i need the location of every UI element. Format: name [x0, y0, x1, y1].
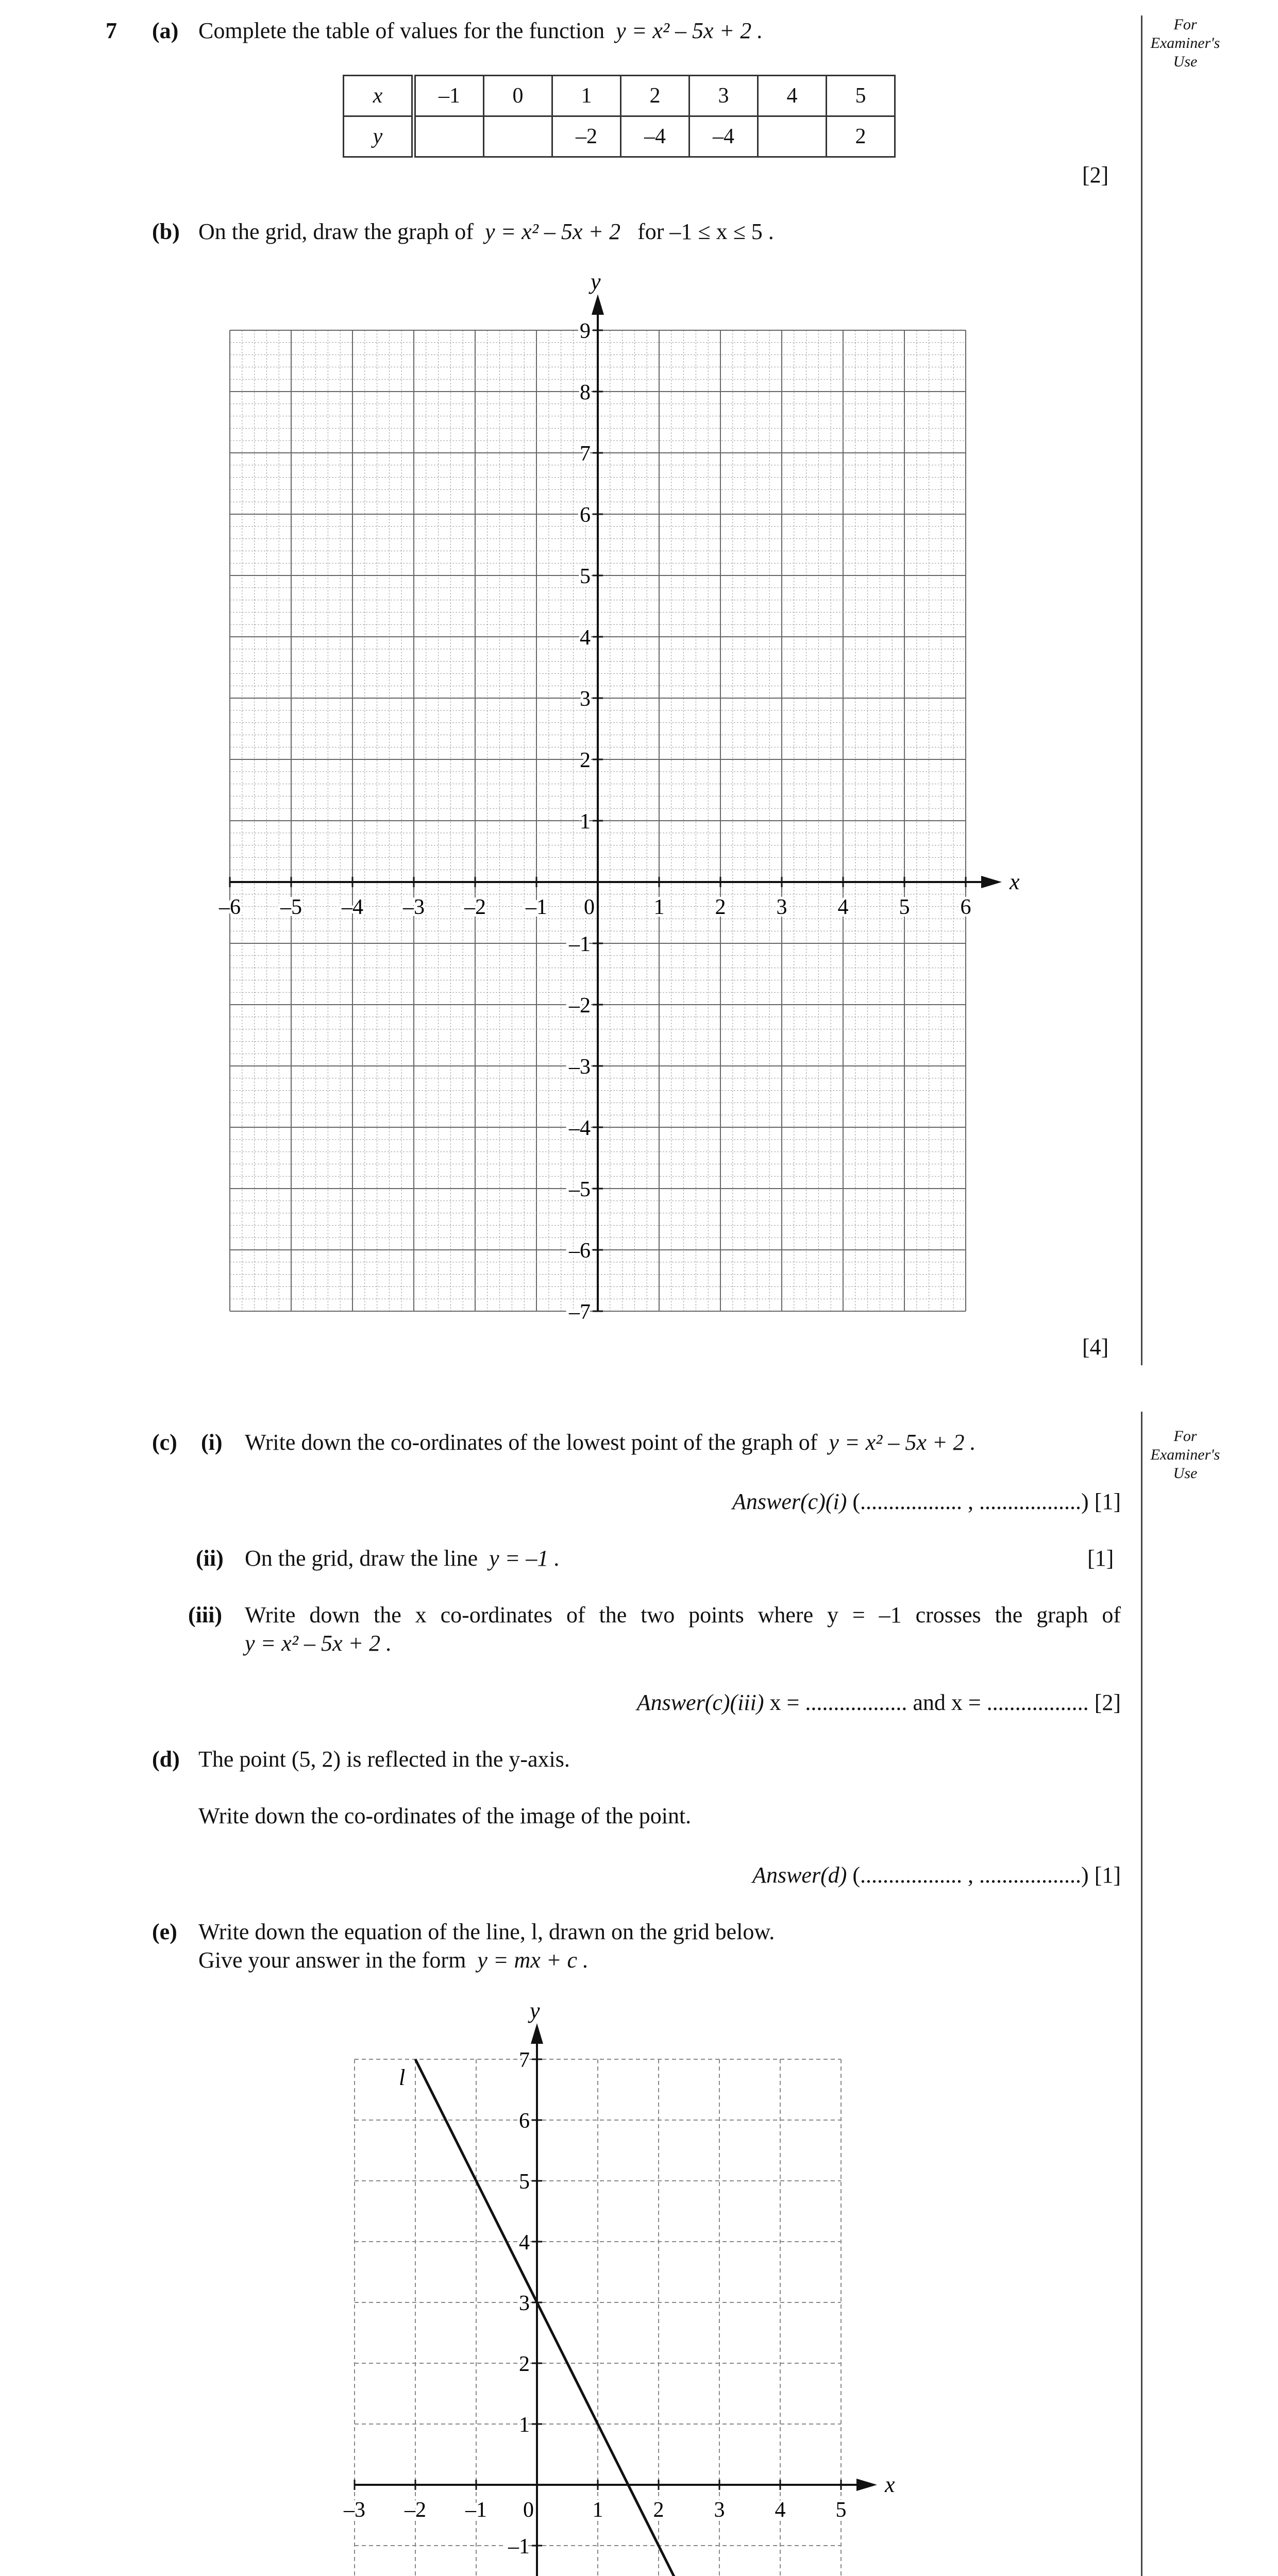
part-d-answer-line[interactable]	[752, 1862, 1121, 1889]
x-tick-label: 1	[653, 895, 665, 919]
y-tick-label: 8	[580, 381, 591, 404]
answer-label: Answer(c)(iii)	[636, 1690, 764, 1715]
answer-blank[interactable]: (.................. , ..................)	[852, 1489, 1089, 1514]
x-tick-label: –5	[280, 895, 302, 919]
y-tick-label: 5	[580, 565, 591, 588]
part-b-marks: [4]	[1082, 1334, 1109, 1360]
part-b-text: On the grid, draw the graph of y = x² – 5x + 2 for –1 ≤ x ≤ 5 .	[198, 219, 774, 244]
table-cell: 2	[827, 116, 895, 157]
answer-label: Answer(c)(i)	[732, 1489, 847, 1514]
part-d-text-2: Write down the co-ordinates of the image of the point.	[198, 1803, 692, 1828]
x-tick-label: –2	[405, 2498, 426, 2522]
y-axis-arrow-icon	[531, 2023, 543, 2044]
x-tick-label: –3	[403, 895, 425, 919]
part-b-range: for –1 ≤ x ≤ 5 .	[637, 219, 774, 244]
origin-label: 0	[584, 895, 595, 919]
part-d-label: (d)	[152, 1747, 180, 1772]
y-tick-label: –1	[508, 2535, 530, 2558]
answer-blank[interactable]: x = .................. and x = ..................	[769, 1690, 1089, 1715]
x-tick-label: 6	[960, 895, 971, 919]
x-tick-label: 2	[653, 2498, 664, 2522]
part-c-i-text: Write down the co-ordinates of the lowest point of the graph of y = x² – 5x + 2 .	[245, 1430, 976, 1455]
x-tick-label: 5	[835, 2498, 847, 2522]
part-e-label: (e)	[152, 1919, 177, 1944]
x-tick-label: 2	[715, 895, 726, 919]
part-c-i-answer-line[interactable]	[732, 1489, 1121, 1515]
part-c-iii-text-1: Write down the x co-ordinates of the two points where y = –1 crosses the graph of	[245, 1602, 1121, 1628]
origin-label: 0	[523, 2498, 534, 2522]
x-tick-label: –6	[219, 895, 241, 919]
part-c-i-label: (i)	[201, 1430, 223, 1455]
examiner-use-label-top: For Examiner's Use	[1150, 16, 1220, 70]
question-number: 7	[106, 18, 117, 43]
x-tick-label: 3	[776, 895, 787, 919]
y-axis-label: y	[591, 269, 601, 294]
x-axis-label: x	[885, 2472, 895, 2497]
part-c-iii-label: (iii)	[188, 1602, 222, 1628]
y-tick-label: 1	[519, 2413, 530, 2437]
part-c-ii-line: y = –1 .	[489, 1546, 560, 1571]
y-tick-label: 7	[580, 442, 591, 466]
x-tick-label: –1	[465, 2498, 487, 2522]
table-header-y: y	[344, 116, 414, 157]
y-tick-label: 5	[519, 2170, 530, 2194]
table-cell: –2	[552, 116, 621, 157]
x-tick-label: –4	[342, 895, 363, 919]
y-tick-label: 4	[580, 626, 591, 650]
part-e-form: y = mx + c .	[477, 1947, 589, 1973]
y-tick-label: 7	[519, 2048, 530, 2072]
part-c-ii-label: (ii)	[196, 1546, 224, 1571]
table-cell: 1	[552, 76, 621, 116]
x-tick-label: –2	[464, 895, 486, 919]
y-tick-label: 6	[519, 2109, 530, 2133]
table-cell: –1	[414, 76, 484, 116]
y-tick-label: –5	[569, 1178, 591, 1201]
answer-label: Answer(d)	[752, 1862, 847, 1888]
examiner-use-label-bottom: For Examiner's Use	[1150, 1428, 1220, 1482]
part-c-ii-text: On the grid, draw the line y = –1 .	[245, 1546, 560, 1571]
y-tick-label: –7	[569, 1300, 591, 1324]
y-tick-label: 6	[580, 503, 591, 527]
table-cell: –4	[621, 116, 690, 157]
part-c-i-function: y = x² – 5x + 2 .	[829, 1430, 976, 1455]
x-tick-label: –3	[344, 2498, 365, 2522]
x-axis-arrow-icon	[981, 876, 1002, 888]
part-a-marks: [2]	[1082, 162, 1109, 188]
y-tick-label: –1	[569, 933, 591, 956]
part-d-text-1: The point (5, 2) is reflected in the y-axis.	[198, 1747, 570, 1772]
y-axis-label: y	[530, 1998, 540, 2023]
table-cell: 0	[484, 76, 552, 116]
part-c-iii-answer-line[interactable]	[637, 1690, 1121, 1716]
x-tick-label: –1	[526, 895, 547, 919]
graph-grid-e	[0, 1958, 1278, 2576]
part-e-text-1: Write down the equation of the line, l, drawn on the grid below.	[198, 1919, 775, 1944]
part-c-iii-text-2: y = x² – 5x + 2 .	[245, 1631, 392, 1656]
y-tick-label: –3	[569, 1055, 591, 1079]
part-a-label: (a)	[152, 18, 179, 43]
table-header-x: x	[344, 76, 414, 116]
table-cell: 2	[621, 76, 690, 116]
y-axis-arrow-icon	[592, 294, 604, 315]
part-b-label: (b)	[152, 219, 180, 244]
x-tick-label: 4	[775, 2498, 786, 2522]
table-cell: 5	[827, 76, 895, 116]
line-l-label: l	[399, 2065, 406, 2090]
table-cell: –4	[690, 116, 758, 157]
y-tick-label: 3	[580, 687, 591, 711]
part-b-function: y = x² – 5x + 2	[484, 219, 621, 244]
y-tick-label: –2	[569, 994, 591, 1018]
x-tick-label: 4	[837, 895, 849, 919]
y-tick-label: 9	[580, 319, 591, 343]
part-a-function: y = x² – 5x + 2 .	[616, 18, 763, 43]
marks: [1]	[1094, 1489, 1121, 1514]
x-axis-arrow-icon	[856, 2479, 877, 2491]
x-axis-label: x	[1010, 869, 1020, 894]
marks: [1]	[1094, 1862, 1121, 1888]
y-tick-label: 2	[580, 749, 591, 772]
table-cell: 4	[758, 76, 827, 116]
y-tick-label: 1	[580, 810, 591, 834]
part-a-text: Complete the table of values for the function y = x² – 5x + 2 .	[198, 18, 763, 43]
part-e-text-2: Give your answer in the form y = mx + c .	[198, 1947, 589, 1973]
x-tick-label: 3	[714, 2498, 725, 2522]
answer-blank[interactable]: (.................. , ..................)	[852, 1862, 1089, 1888]
y-tick-label: –6	[569, 1239, 591, 1263]
marks: [2]	[1094, 1690, 1121, 1715]
x-tick-label: 1	[592, 2498, 603, 2522]
y-tick-label: –4	[569, 1116, 591, 1140]
y-tick-label: 3	[519, 2292, 530, 2315]
x-tick-label: 5	[899, 895, 910, 919]
part-c-label: (c)	[152, 1430, 177, 1455]
y-tick-label: 2	[519, 2352, 530, 2376]
part-c-ii-marks: [1]	[1087, 1546, 1114, 1571]
y-tick-label: 4	[519, 2231, 530, 2255]
table-cell: 3	[690, 76, 758, 116]
